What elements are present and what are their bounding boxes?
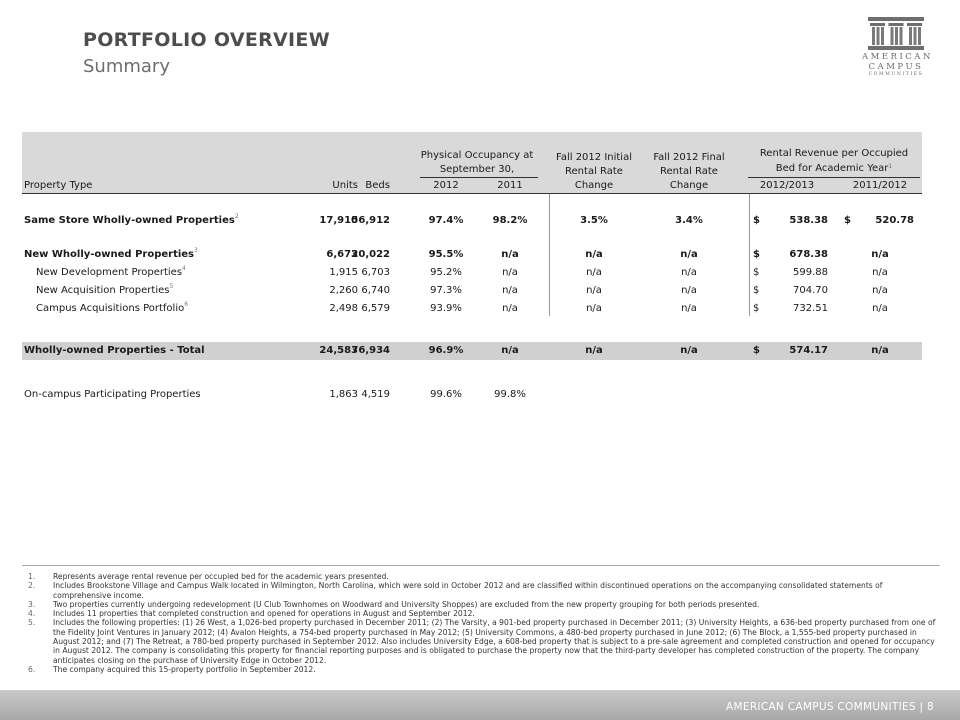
- occupancy-2011-cell: n/a: [501, 345, 519, 356]
- units-cell: 1,915: [329, 267, 358, 278]
- footnote: 5. Includes the following properties: (1) 26 West, a 1,026-bed property purchased in December 2011; (2) The Varsity, a 901-bed property purchased in December 2011; (3) University Heights, a 636-bed property purchased from one of the Fidelity Joint Ventures in January 2012; (4) Avalon Heights, a 754-bed property purchased in May 2012; (5) University Commons, a 480-bed property purchased in June 2012; (6) The Block, a 1,555-bed property purchased in August 2012; and (7) The Retreat, a 780-bed property purchased in September 2012. Also includes University Edge, a 608-bed property that is subject to a pre-sale agreement and completed construction and opened for occupancy in August 2012. The company is consolidating this property for financial reporting purposes and is obligated to purchase the property now that the third-party developer has completed construction of the property. The company anticipates closing on the purchase of University Edge in October 2012.: [28, 618, 936, 665]
- col-header-revenue-2011-2012: 2011/2012: [852, 180, 908, 191]
- table-row: [22, 246, 922, 264]
- table-row-total: [22, 342, 922, 360]
- initial-rate-change-cell: n/a: [586, 303, 602, 314]
- col-header-occupancy-group-line2: September 30,: [439, 164, 515, 175]
- occupancy-2012-cell: 96.9%: [428, 345, 464, 356]
- col-header-revenue-group-line2: Bed for Academic Year$^1$: [775, 163, 893, 174]
- columns-logo-icon: [865, 16, 927, 52]
- units-cell: 24,583: [319, 345, 358, 356]
- units-cell: 2,260: [329, 285, 358, 296]
- logo-text-communities: COMMUNITIES: [868, 72, 924, 77]
- units-cell: 2,498: [329, 303, 358, 314]
- final-rate-change-cell: n/a: [681, 303, 697, 314]
- occupancy-2011-cell: n/a: [502, 303, 518, 314]
- initial-rate-change-cell: n/a: [586, 267, 602, 278]
- occupancy-2011-cell: n/a: [502, 267, 518, 278]
- footnotes-divider: [22, 565, 940, 566]
- revenue-2011-cell: n/a: [871, 345, 889, 356]
- revenue-footnote-marker: 1: [888, 163, 893, 170]
- beds-cell: 20,022: [351, 249, 390, 260]
- revenue-2012-cell: 678.38: [789, 249, 828, 260]
- footnote: 4. Includes 11 properties that completed construction and opened for operations in August and September 2012.: [28, 609, 475, 619]
- company-logo: [862, 16, 933, 78]
- col-header-final-rate-line2: Rental Rate: [660, 166, 718, 177]
- page-subtitle: Summary: [83, 56, 170, 77]
- final-rate-change-cell: n/a: [680, 249, 698, 260]
- col-header-revenue-group-line1: Rental Revenue per Occupied: [759, 148, 909, 159]
- occupancy-2012-cell: 95.2%: [430, 267, 462, 278]
- col-header-initial-rate-line3: Change: [574, 180, 614, 191]
- col-header-property-type: Property Type: [24, 180, 93, 191]
- occupancy-2012-cell: 97.3%: [430, 285, 462, 296]
- col-header-final-rate-line1: Fall 2012 Final: [653, 152, 725, 163]
- units-cell: 17,910: [319, 215, 358, 226]
- col-header-final-rate-line3: Change: [669, 180, 709, 191]
- final-rate-change-cell: 3.4%: [675, 215, 703, 226]
- revenue-group-underline: [748, 177, 920, 178]
- col-header-occupancy-2011: 2011: [497, 180, 523, 191]
- page-title: PORTFOLIO OVERVIEW: [83, 29, 330, 51]
- units-cell: 1,863: [329, 389, 358, 400]
- revenue-2011-cell: n/a: [871, 249, 889, 260]
- currency-symbol: $: [753, 267, 760, 278]
- col-header-occupancy-2012: 2012: [433, 180, 459, 191]
- revenue-2012-cell: 599.88: [793, 267, 828, 278]
- occupancy-2011-cell: n/a: [501, 249, 519, 260]
- currency-symbol: $: [753, 345, 760, 356]
- footnote: 1. Represents average rental revenue per occupied bed for the academic years presented.: [28, 572, 389, 581]
- currency-symbol: $: [753, 249, 760, 260]
- footer-separator: |: [919, 701, 924, 713]
- initial-rate-change-cell: n/a: [585, 345, 603, 356]
- occupancy-2012-cell: 93.9%: [430, 303, 462, 314]
- header-bottom-rule: [22, 193, 922, 194]
- currency-symbol: $: [844, 215, 851, 226]
- logo-text-campus: CAMPUS: [868, 62, 924, 72]
- occupancy-2011-cell: 99.8%: [494, 389, 526, 400]
- col-header-initial-rate-line1: Fall 2012 Initial: [556, 152, 632, 163]
- col-header-revenue-2012-2013: 2012/2013: [759, 180, 815, 191]
- table-row: [22, 264, 922, 282]
- page-footer: [0, 690, 960, 720]
- revenue-2011-cell: 520.78: [875, 215, 914, 226]
- initial-rate-change-cell: n/a: [586, 285, 602, 296]
- logo-text-american: AMERICAN: [862, 52, 933, 62]
- row-label: New Acquisition Properties$^5$: [36, 283, 174, 296]
- final-rate-change-cell: n/a: [681, 285, 697, 296]
- currency-symbol: $: [753, 215, 760, 226]
- footnote: 2. Includes Brookstone Village and Campus Walk located in Wilmington, North Carolina, which were sold in October 2012 and are classified within discontinued operations on the accompanying consolidated statements of comprehensive income.: [28, 581, 883, 600]
- beds-cell: 6,579: [361, 303, 390, 314]
- occupancy-2012-cell: 97.4%: [428, 215, 464, 226]
- table-header: [22, 132, 922, 194]
- occupancy-2011-cell: n/a: [502, 285, 518, 296]
- revenue-2012-cell: 538.38: [789, 215, 828, 226]
- currency-symbol: $: [753, 285, 760, 296]
- occupancy-group-underline: [420, 177, 538, 178]
- beds-cell: 56,912: [351, 215, 390, 226]
- col-header-units: Units: [332, 180, 358, 191]
- revenue-2012-cell: 574.17: [789, 345, 828, 356]
- footnote: 3. Two properties currently undergoing redevelopment (U Club Townhomes on Woodward and University Shoppes) are excluded from the new property grouping for both periods presented.: [28, 599, 760, 609]
- footnotes-list: [28, 572, 936, 674]
- revenue-2011-cell: n/a: [872, 303, 888, 314]
- footer-company: AMERICAN CAMPUS COMMUNITIES: [726, 701, 916, 713]
- row-label: Wholly-owned Properties - Total: [24, 345, 205, 356]
- revenue-2011-cell: n/a: [872, 285, 888, 296]
- initial-rate-change-cell: n/a: [585, 249, 603, 260]
- footnote: 6. The company acquired this 15-property portfolio in September 2012.: [28, 664, 316, 674]
- row-label: Campus Acquisitions Portfolio$^6$: [36, 301, 189, 314]
- initial-rate-change-cell: 3.5%: [580, 215, 608, 226]
- table-row: [22, 282, 922, 300]
- portfolio-table: [22, 132, 922, 400]
- final-rate-change-cell: n/a: [680, 345, 698, 356]
- page-number: 8: [927, 701, 934, 713]
- table-row: [22, 212, 922, 230]
- occupancy-2012-cell: 95.5%: [428, 249, 464, 260]
- currency-symbol: $: [753, 303, 760, 314]
- final-rate-change-cell: n/a: [681, 267, 697, 278]
- occupancy-2011-cell: 98.2%: [492, 215, 528, 226]
- beds-cell: 76,934: [351, 345, 390, 356]
- col-header-initial-rate-line2: Rental Rate: [565, 166, 623, 177]
- revenue-2011-cell: n/a: [872, 267, 888, 278]
- occupancy-2012-cell: 99.6%: [430, 389, 462, 400]
- units-cell: 6,673: [326, 249, 358, 260]
- beds-cell: 6,703: [361, 267, 390, 278]
- col-header-occupancy-group-line1: Physical Occupancy at: [420, 150, 534, 161]
- row-label: Same Store Wholly-owned Properties$^2$: [24, 213, 239, 226]
- row-label: New Wholly-owned Properties$^3$: [24, 247, 198, 260]
- beds-cell: 4,519: [361, 389, 390, 400]
- table-row: [22, 386, 922, 404]
- revenue-2012-cell: 732.51: [793, 303, 828, 314]
- col-header-beds: Beds: [365, 180, 390, 191]
- row-label: On-campus Participating Properties: [24, 389, 201, 400]
- row-label: New Development Properties$^4$: [36, 265, 186, 278]
- beds-cell: 6,740: [361, 285, 390, 296]
- revenue-2012-cell: 704.70: [793, 285, 828, 296]
- footer-text: [726, 701, 934, 713]
- table-row: [22, 300, 922, 318]
